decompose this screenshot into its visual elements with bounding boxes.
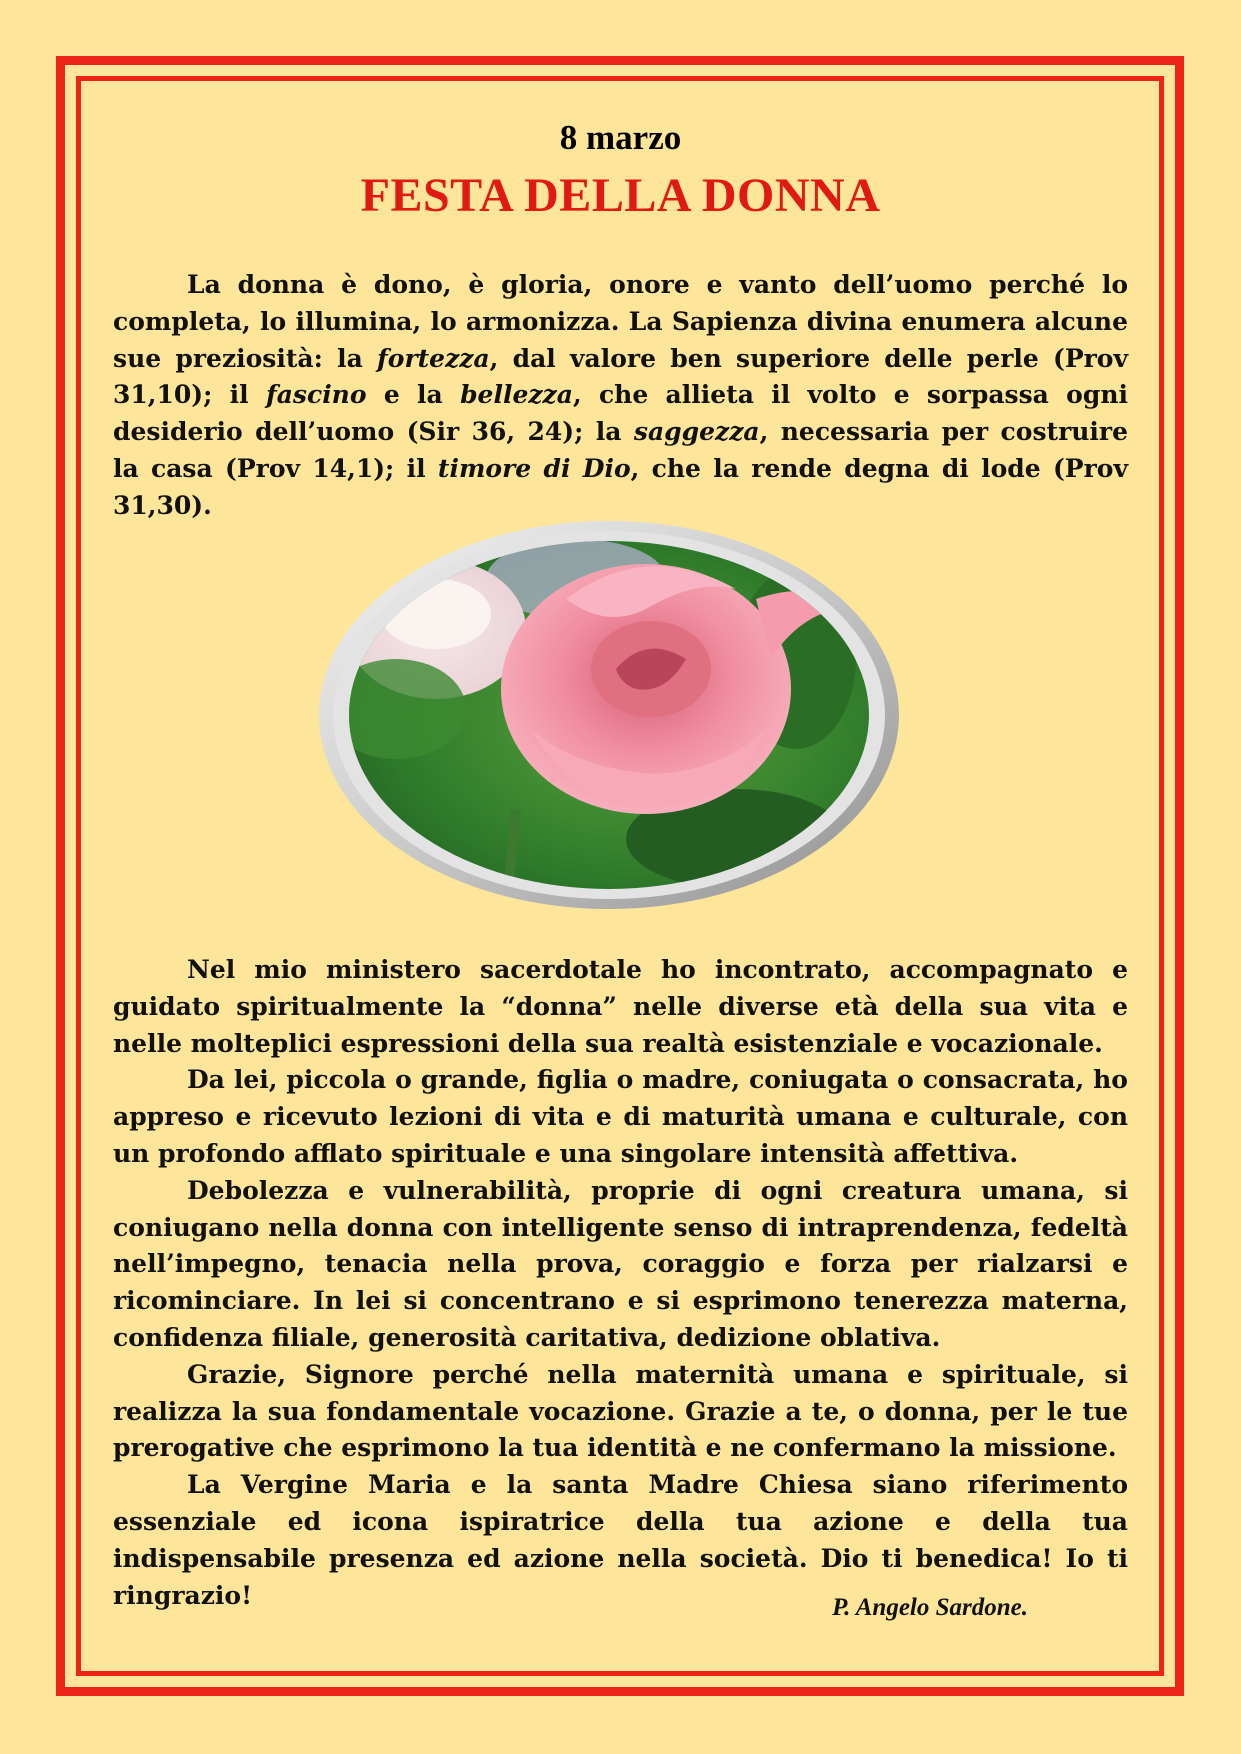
intro-paragraph: La donna è dono, è gloria, onore e vanto dell’uomo perché lo completa, lo illumina, lo armonizza. La Sapienza divina enumera alcune sue preziosità: la fortezza, dal valore ben superiore delle perle (Prov 31,10); il fascino e la bellezza, che allieta il volto e sorpassa ogni desiderio dell’uomo (Sir 36, 24); la saggezza, necessaria per costruire la casa (Prov 14,1); il timore di Dio, che la rende degna di lode (Prov 31,30). (113, 270, 1129, 520)
italic-bellezza: bellezza (460, 380, 573, 410)
body-paragraph-5: La Vergine Maria e la santa Madre Chiesa siano riferimento essenziale ed icona ispiratrice della tua azione e della tua indispensabile presenza ed azione nella società. Dio ti benedica! Io ti ringrazio! (113, 1470, 1128, 1610)
body-paragraph-3: Debolezza e vulnerabilità, proprie di ogni creatura umana, si coniugano nella donna con intelligente senso di intraprendenza, fedeltà nell’impegno, tenacia nella prova, coraggio e forza per rialzarsi e ricominciare. In lei si concentrano e si esprimono tenerezza materna, confidenza filiale, generosità caritativa, dedizione oblativa. (113, 1175, 1128, 1352)
body-paragraph-1: Nel mio ministero sacerdotale ho incontrato, accompagnato e guidato spiritualmente la “donna” nelle diverse età della sua vita e nelle molteplici espressioni della sua realtà esistenziale e vocazionale. (113, 955, 1128, 1058)
italic-fortezza: fortezza (377, 343, 490, 373)
body-paragraph-2: Da lei, piccola o grande, figlia o madre, coniugata o consacrata, ho appreso e ricevuto lezioni di vita e di maturità umana e culturale, con un profondo afflato spirituale e una singolare intensità affettiva. (113, 1065, 1128, 1168)
body-paragraph-4: Grazie, Signore perché nella maternità umana e spirituale, si realizza la sua fondamentale vocazione. Grazie a te, o donna, per le tue prerogative che esprimono la tua identità e ne confermano la missione. (113, 1359, 1128, 1463)
body-text (113, 952, 1128, 1614)
italic-saggezza: saggezza (633, 417, 760, 447)
italic-timore-di-dio: timore di Dio (437, 453, 631, 483)
page-title: FESTA DELLA DONNA (360, 169, 881, 222)
italic-fascino: fascino (265, 380, 367, 410)
signature: P. Angelo Sardone. (832, 1594, 1028, 1621)
date-heading: 8 marzo (559, 118, 682, 157)
intro-text (113, 267, 1128, 525)
rose-photo (316, 519, 902, 911)
